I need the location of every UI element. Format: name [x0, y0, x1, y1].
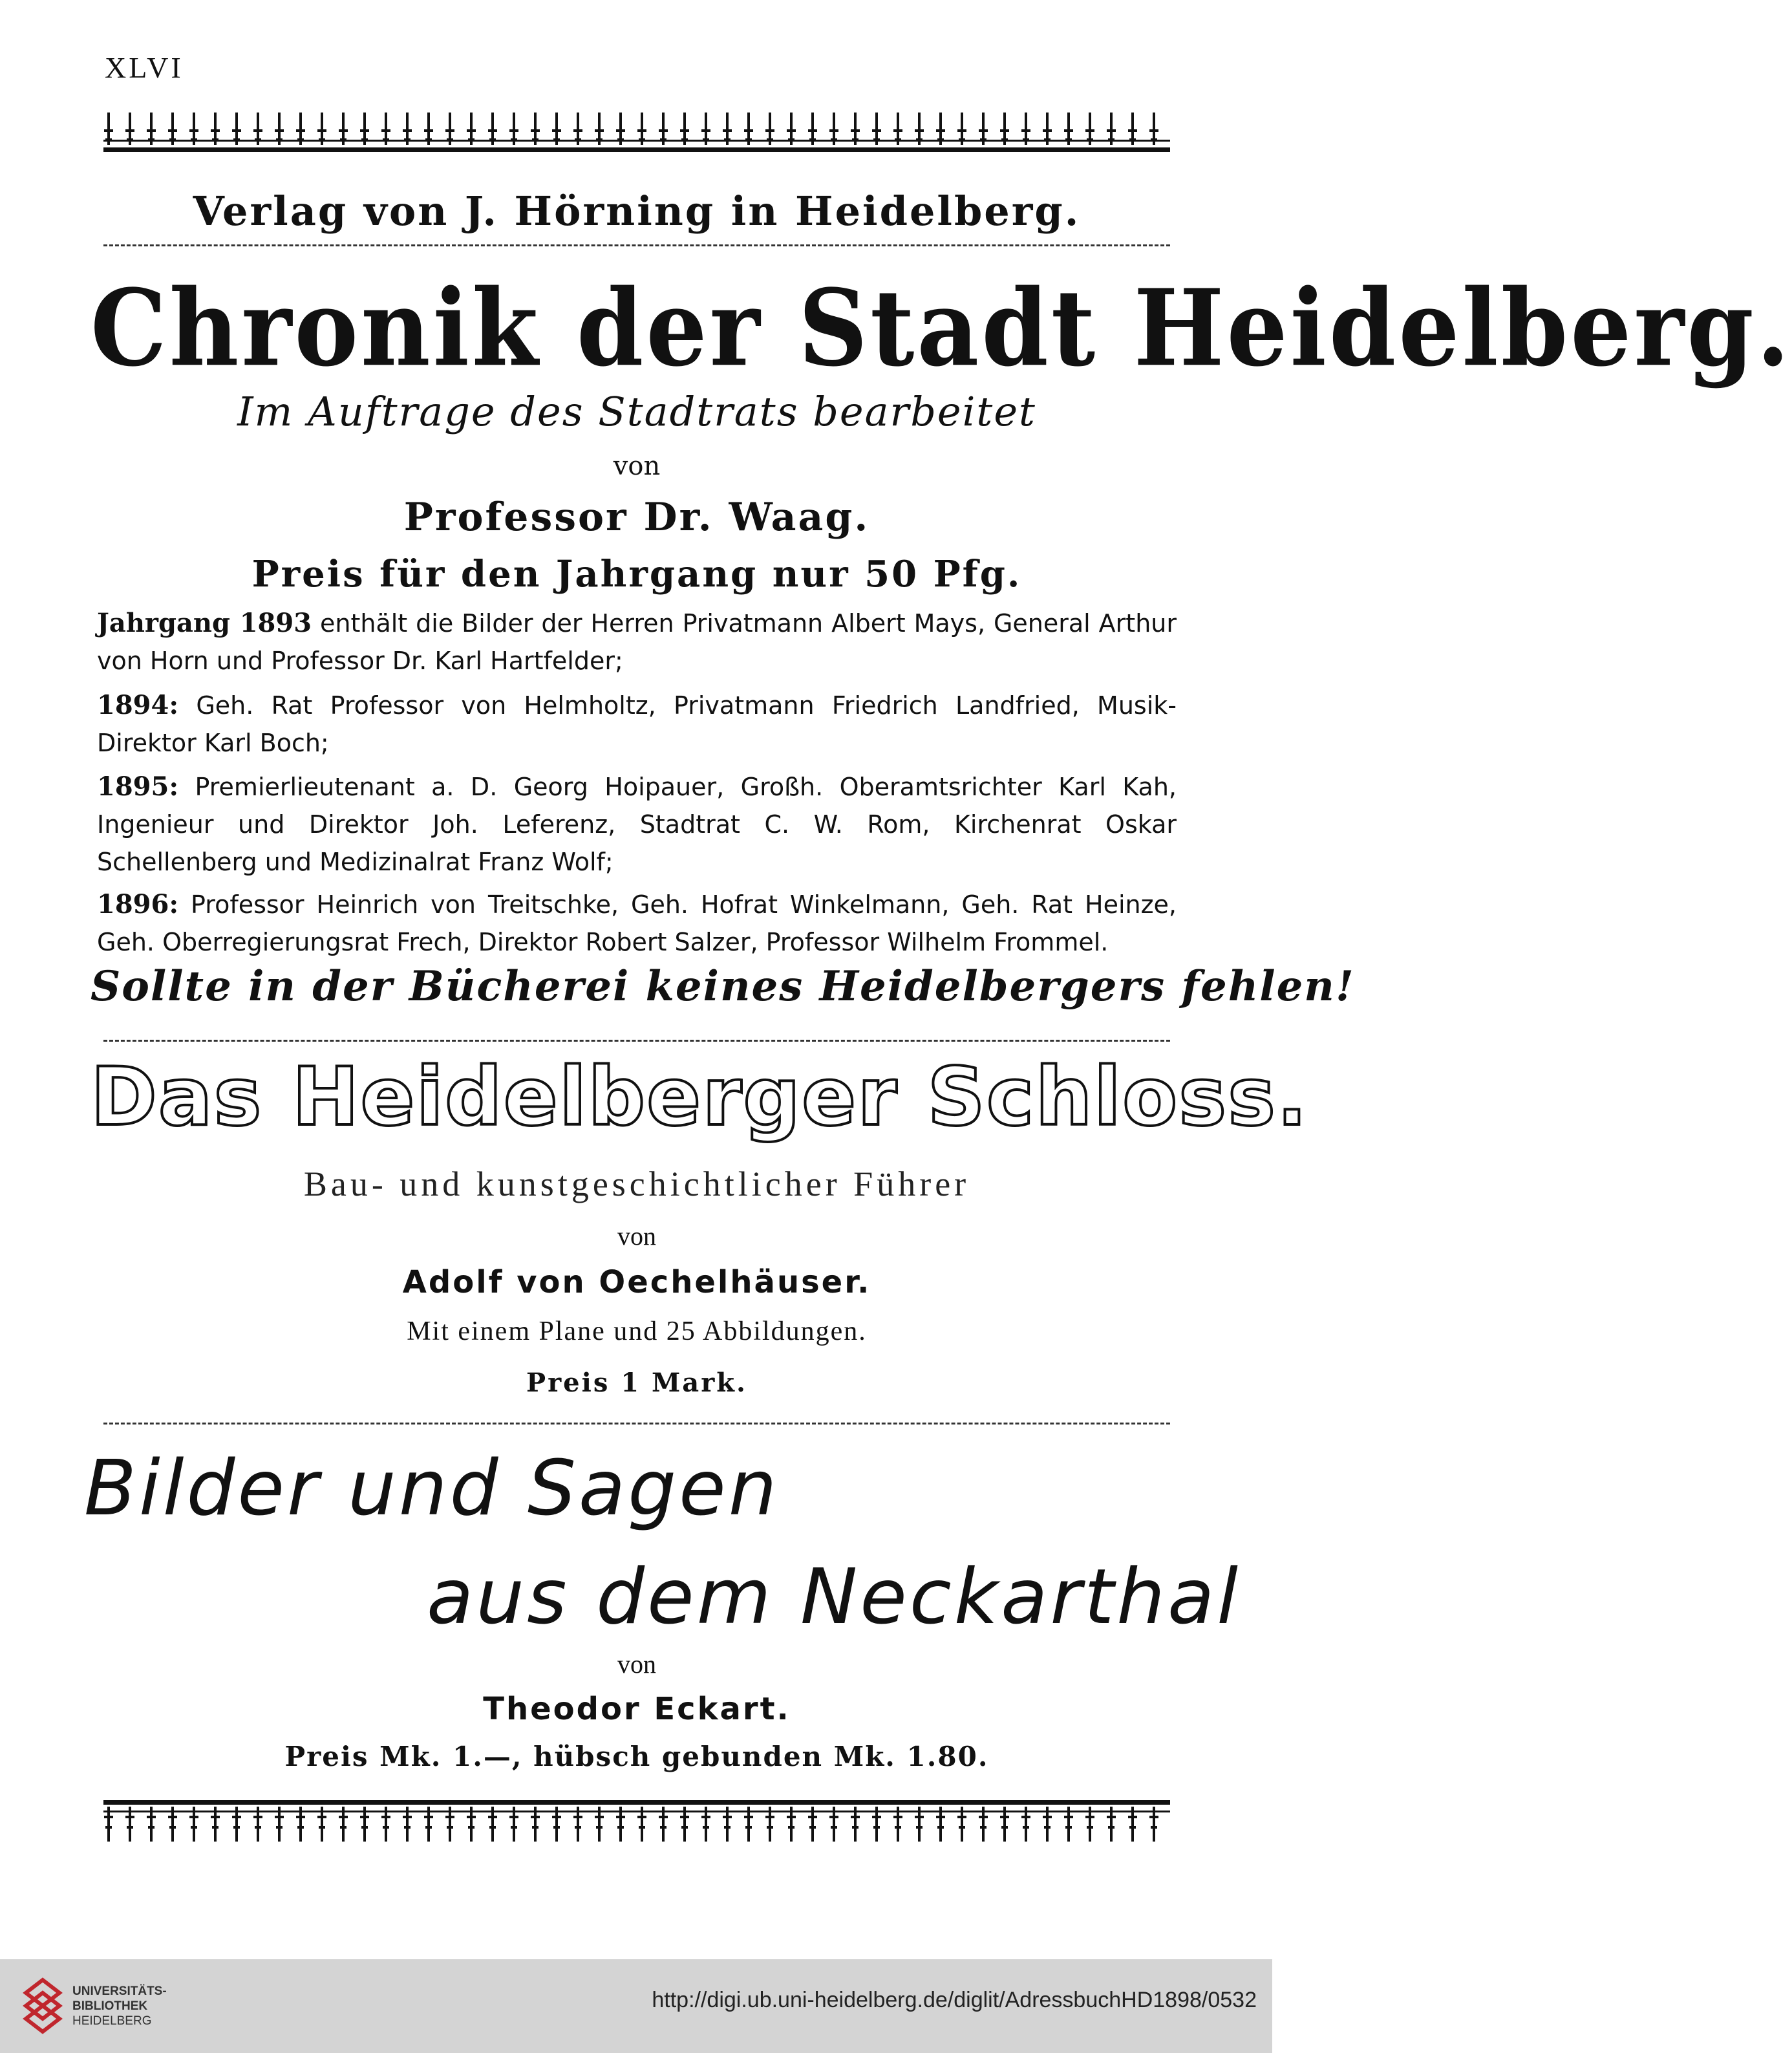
divider: [103, 1423, 1170, 1424]
ad2-price: Preis 1 Mark.: [526, 1368, 747, 1398]
ad1-slogan: Sollte in der Bücherei keines Heidelbergers fehlen!: [91, 962, 1355, 1011]
divider: [103, 1040, 1170, 1042]
ad1-subtitle: Im Auftrage des Stadtrats bearbeitet: [237, 388, 1036, 435]
library-name-line: HEIDELBERG: [72, 2014, 152, 2028]
library-name-line: BIBLIOTHEK: [72, 1999, 148, 2013]
year-text: enthält die Bilder der Herren Privatmann Albert Mays, General Arthur von Horn und Professor Dr. Karl Hartfelder;: [97, 609, 1177, 675]
ad3-title-line2: aus dem Neckarthal: [427, 1552, 1241, 1641]
year-text: Geh. Rat Professor von Helmholtz, Privatmann Friedrich Landfried, Musik-Direktor Karl Boch;: [97, 691, 1177, 757]
year-label: 1896:: [97, 889, 179, 919]
divider: [103, 244, 1170, 246]
ad1-year-1895: [97, 768, 1177, 881]
page-url-link[interactable]: http://digi.ub.uni-heidelberg.de/diglit/AdressbuchHD1898/0532: [652, 1988, 1257, 2012]
ad1-year-1893: [97, 605, 1177, 680]
ad2-author: Adolf von Oechelhäuser.: [402, 1264, 871, 1300]
year-label: 1895:: [97, 771, 179, 802]
ad2-title: Das Heidelberger Schloss.: [91, 1051, 1309, 1144]
library-name: [72, 1984, 167, 2028]
year-text: Professor Heinrich von Treitschke, Geh. Hofrat Winkelmann, Geh. Rat Heinze, Geh. Oberregierungsrat Frech, Direktor Robert Salzer, Professor Wilhelm Frommel.: [97, 890, 1177, 956]
ad1-author: Professor Dr. Waag.: [403, 495, 870, 540]
year-label: 1894:: [97, 690, 179, 720]
ad2-von: von: [617, 1221, 656, 1251]
ad2-extra: Mit einem Plane und 25 Abbildungen.: [407, 1317, 867, 1346]
ad3-author: Theodor Eckart.: [483, 1691, 791, 1727]
top-ornament-border: [103, 109, 1170, 162]
viewer-footer: [0, 1959, 1272, 2053]
ad3-title-line1: Bilder und Sagen: [84, 1443, 780, 1532]
page-number: XLVI: [105, 51, 184, 84]
ad3-price: Preis Mk. 1.—, hübsch gebunden Mk. 1.80.: [284, 1741, 989, 1772]
library-name-line: UNIVERSITÄTS-: [72, 1984, 167, 1998]
ad1-year-1894: [97, 687, 1177, 762]
bottom-ornament-border: [103, 1791, 1170, 1844]
publisher-line: Verlag von J. Hörning in Heidelberg.: [193, 188, 1081, 235]
ad3-von: von: [617, 1650, 656, 1679]
year-text: Premierlieutenant a. D. Georg Hoipauer, Großh. Oberamtsrichter Karl Kah, Ingenieur und Direktor Joh. Leferenz, Stadtrat C. W. Rom, Kirchenrat Oskar Schellenberg und Medizinalrat Franz Wolf;: [97, 773, 1177, 876]
ad1-price: Preis für den Jahrgang nur 50 Pfg.: [251, 553, 1022, 596]
university-library-logo-icon: [19, 1973, 66, 2038]
ad1-von: von: [613, 451, 661, 481]
ad1-title: Chronik der Stadt Heidelberg.: [91, 266, 1792, 390]
year-label: Jahrgang 1893: [97, 608, 312, 638]
ad2-subtitle: Bau- und kunstgeschichtlicher Führer: [303, 1165, 970, 1203]
ad1-year-1896: [97, 886, 1177, 961]
